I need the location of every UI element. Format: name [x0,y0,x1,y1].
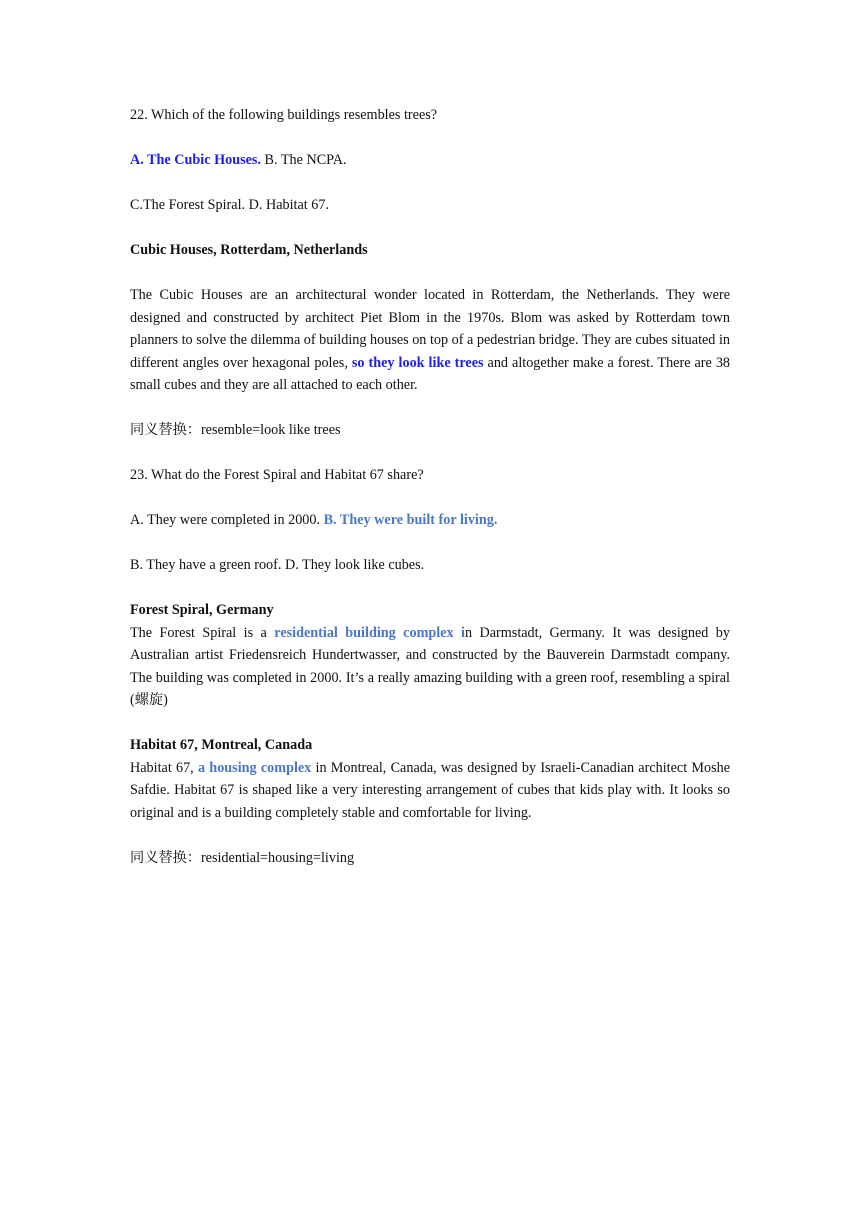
cubic-houses-paragraph [130,284,730,397]
question-23: 23. What do the Forest Spiral and Habitat 67 share? [130,467,424,483]
question-23-options-ab [130,509,730,532]
cubic-houses-heading: Cubic Houses, Rotterdam, Netherlands [130,242,368,258]
question-22-options-cd: C.The Forest Spiral. D. Habitat 67. [130,197,329,213]
evidence-highlight: residential building complex i [274,624,465,641]
evidence-highlight: a housing complex [197,759,312,776]
paragraph-text: n Darmstadt, Germany. It was designed by Australian artist Friedensreich Hundertwasser, and constructed by the Bauverein Darmstadt company. The building was completed in 2000. It’s a really amazing building with a green roof, resembling a spiral (螺旋) [130,624,730,708]
forest-spiral-paragraph [130,622,730,712]
paragraph-text: and altogether make a forest. There are 38 small cubes and they are all attached to each other. [130,354,731,393]
answer-evidence-highlight: so they look like trees [351,354,484,371]
paragraph-text: Habitat 67, [130,759,198,776]
answer-option-a: A. The Cubic Houses. [130,152,261,168]
document-page [130,104,730,869]
paragraph-text: The Cubic Houses are an architectural wonder located in Rotterdam, the Netherlands. They were designed and constructed by architect Piet Blom in the 1970s. Blom was asked by Rotterdam town planners to solve the dilemma of building houses on top of a pedestrian bridge. They are cubes situated in different angles over hexagonal poles, [130,287,730,371]
synonym-note-1: 同义替换：resemble=look like trees [130,422,341,438]
question-22: 22. Which of the following buildings resembles trees? [130,107,438,123]
paragraph-text: in Montreal, Canada, was designed by Israeli-Canadian architect Moshe Safdie. Habitat 67 is shaped like a very interesting arrangement of cubes that kids play with. It looks so original and is a building completely stable and comfortable for living. [130,759,730,821]
habitat-67-heading: Habitat 67, Montreal, Canada [130,737,313,753]
question-22-options-ab [130,149,730,172]
answer-option-b: B. They were built for living. [323,512,498,528]
question-23-options-cd: B. They have a green roof. D. They look like cubes. [130,557,425,573]
forest-spiral-heading: Forest Spiral, Germany [130,602,274,618]
option-a: A. They were completed in 2000. [130,512,324,528]
option-b: B. The NCPA. [261,152,347,168]
habitat-67-paragraph [130,757,730,825]
synonym-note-2: 同义替换：residential=housing=living [130,849,355,866]
paragraph-text: The Forest Spiral is a [130,624,275,641]
